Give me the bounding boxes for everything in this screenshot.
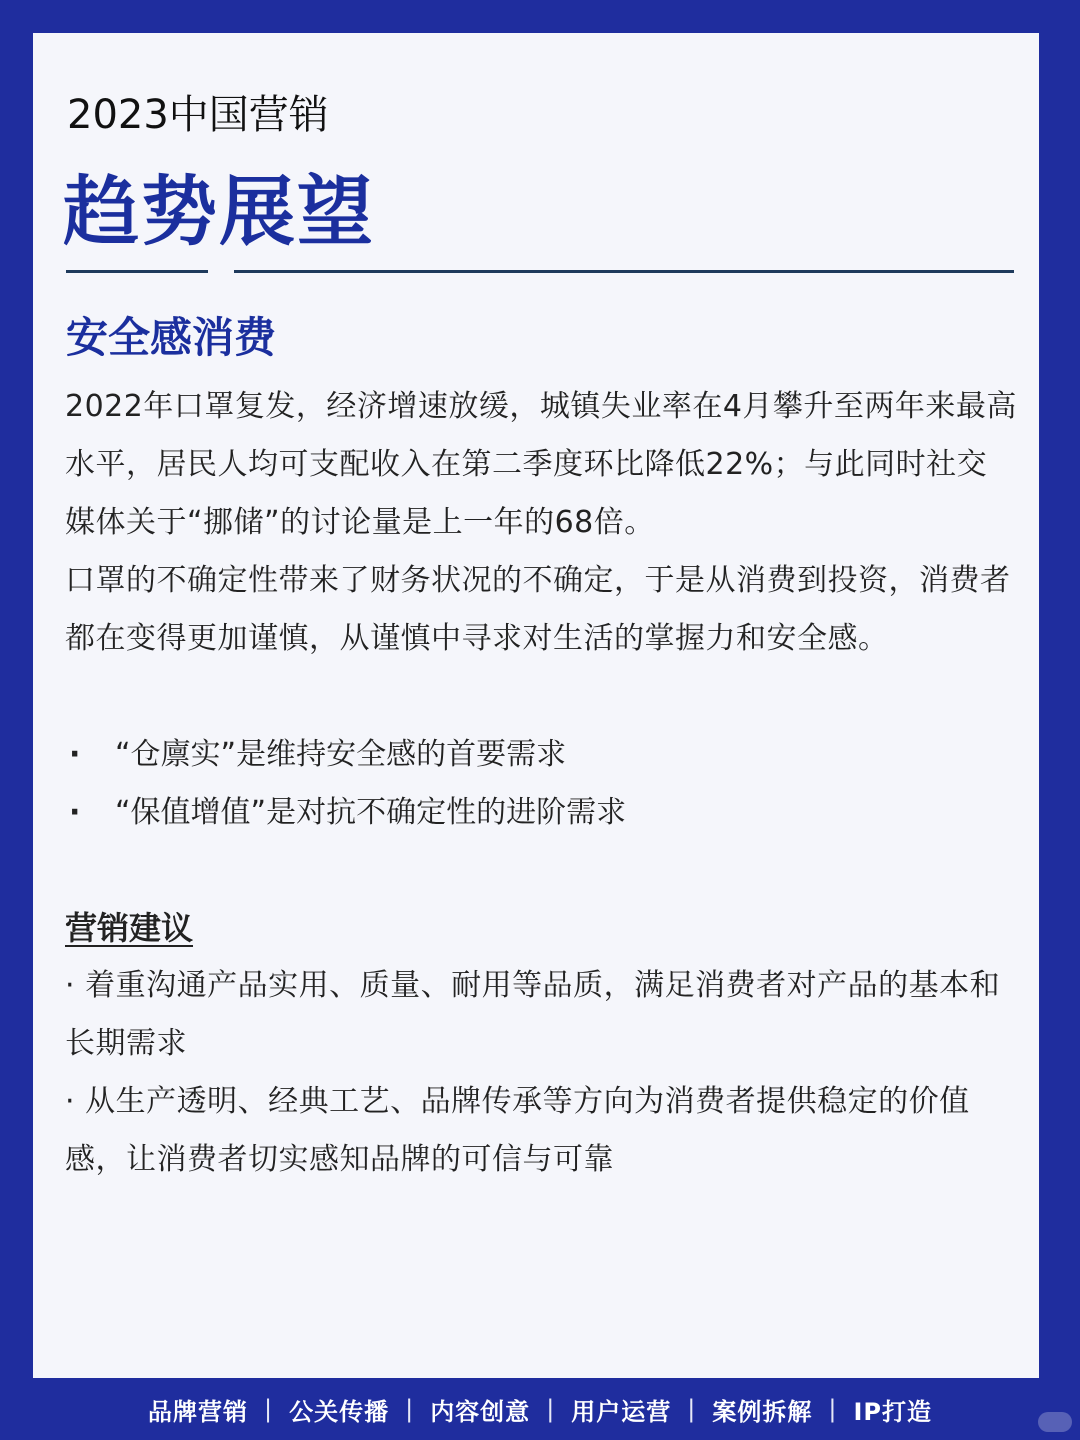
list-item-text: “仓廪实”是维持安全感的首要需求 (115, 737, 567, 772)
paragraph-analysis: 口罩的不确定性带来了财务状况的不确定，于是从消费到投资，消费者都在变得更加谨慎，从谨慎中寻求对生活的掌握力和安全感。 (65, 563, 1011, 656)
divider-short (66, 270, 208, 273)
bullet-marker: · (69, 737, 81, 772)
list-item (69, 784, 626, 842)
footer-item-brand-marketing[interactable]: 品牌营销 (148, 1397, 248, 1426)
section-heading: 安全感消费 (66, 313, 277, 362)
footer-item-case-studies[interactable]: 案例拆解 (712, 1397, 813, 1426)
footer-item-ip-building[interactable]: IP打造 (853, 1397, 932, 1426)
footer-separator: | (546, 1395, 556, 1423)
footer-separator: | (828, 1395, 838, 1423)
footer-separator: | (687, 1395, 697, 1423)
footer-nav (0, 1378, 1080, 1440)
page-subtitle: 2023中国营销 (67, 92, 329, 138)
advice-item: · 着重沟通产品实用、质量、耐用等品质，满足消费者对产品的基本和长期需求 (65, 968, 1001, 1061)
divider-long (234, 270, 1014, 273)
advice-heading: 营销建议 (65, 909, 194, 947)
footer-item-pr[interactable]: 公关传播 (289, 1397, 390, 1426)
footer-separator: | (405, 1395, 415, 1423)
list-item-text: “保值增值”是对抗不确定性的进阶需求 (115, 795, 627, 830)
footer-item-content-creative[interactable]: 内容创意 (430, 1397, 531, 1426)
watermark-badge (1038, 1412, 1072, 1432)
list-item (69, 726, 626, 784)
footer-separator: | (264, 1395, 274, 1423)
advice-item: · 从生产透明、经典工艺、品牌传承等方向为消费者提供稳定的价值感，让消费者切实感知品牌的可信与可靠 (65, 1084, 970, 1177)
paragraph-intro: 2022年口罩复发，经济增速放缓，城镇失业率在4月攀升至两年来最高水平，居民人均可支配收入在第二季度环比降低22%；与此同时社交媒体关于“挪储”的讨论量是上一年的68倍。 (65, 389, 1017, 540)
bullet-marker: · (69, 795, 81, 830)
content-card (33, 33, 1039, 1378)
page-title: 趋势展望 (63, 167, 375, 256)
footer-item-user-operations[interactable]: 用户运营 (571, 1397, 672, 1426)
needs-list (69, 726, 626, 842)
